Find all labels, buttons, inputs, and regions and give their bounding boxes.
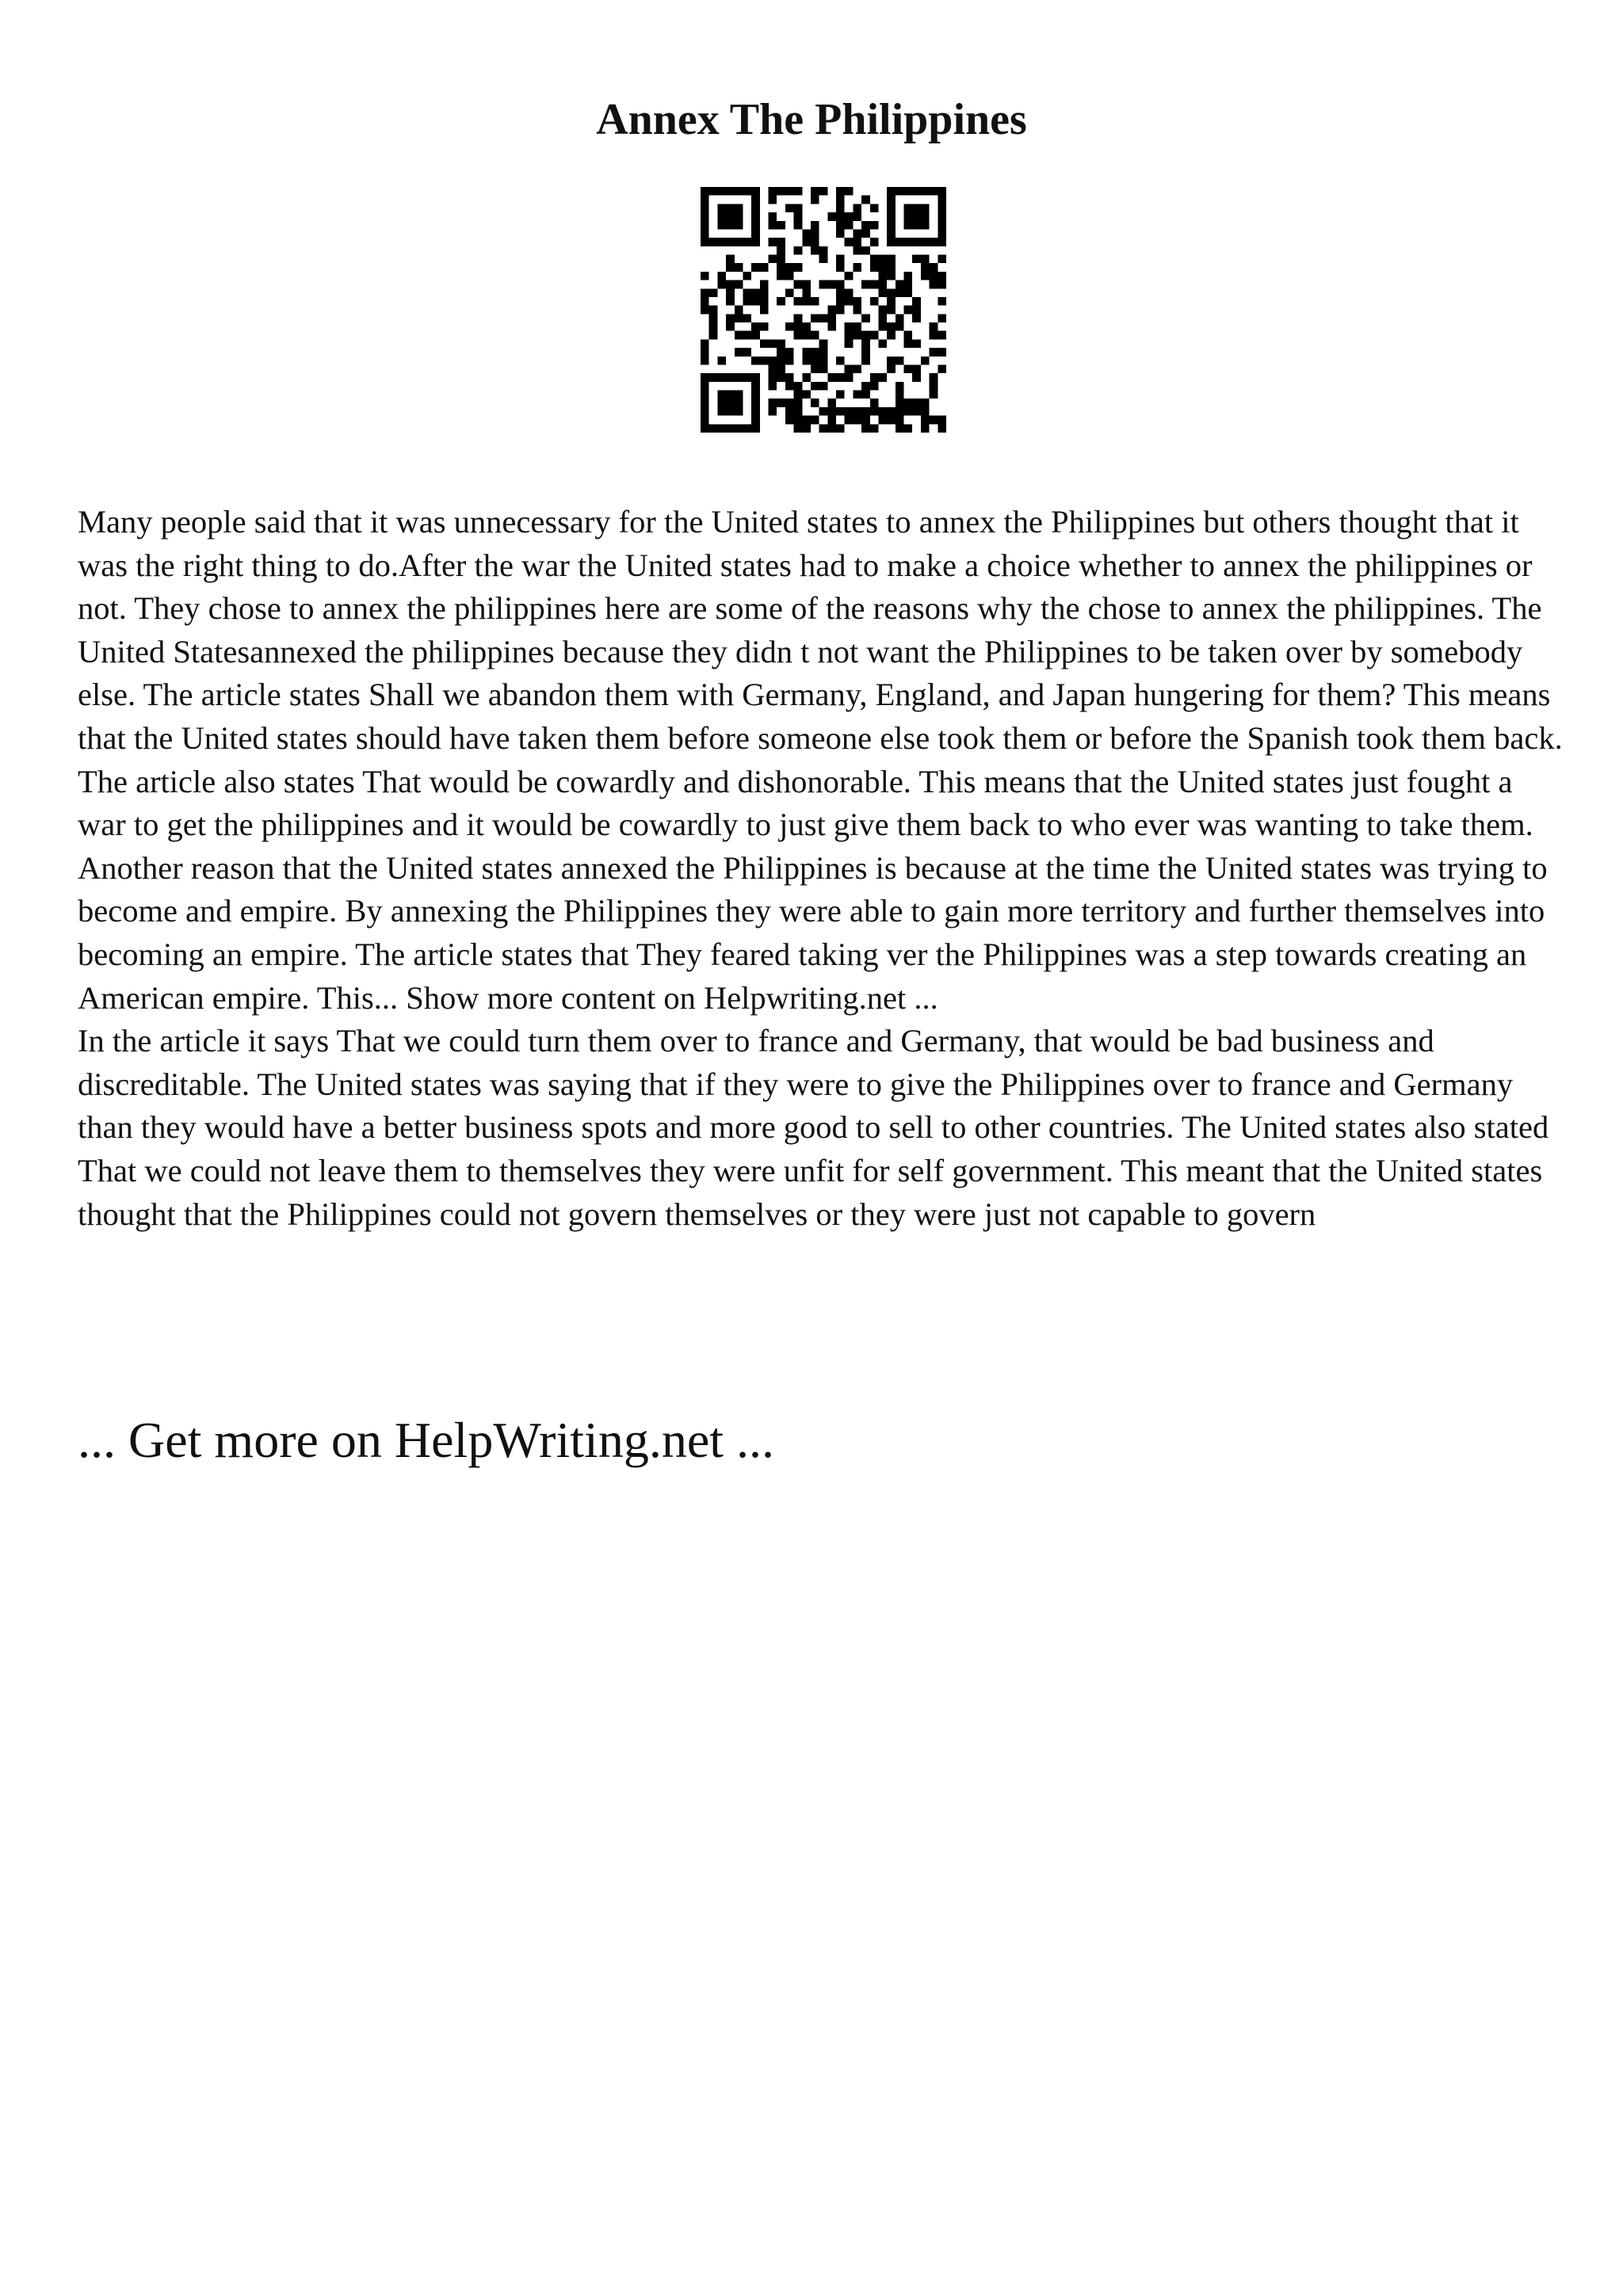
qr-code-icon[interactable] (701, 187, 946, 433)
article-body (78, 501, 1568, 1236)
get-more-link[interactable]: ... Get more on HelpWriting.net ... (78, 1412, 774, 1468)
page-title: Annex The Philippines (596, 95, 1027, 144)
paragraph-2: In the article it says That we could turn them over to france and Germany, that would be bad business and discreditable. The United states was saying that if they were to give the Philippines over to france and Germany than they would have a better business spots and more good to sell to other countries. The United states also stated That we could not leave them to themselves they were unfit for self government. This meant that the United states thought that the Philippines could not govern themselves or they were just not capable to govern (78, 1023, 1549, 1232)
paragraph-1: Many people said that it was unnecessary for the United states to annex the Philippines but others thought that it was the right thing to do.After the war the United states had to make a choice whether to annex the philippines or not. They chose to annex the philippines here are some of the reasons why the chose to annex the philippines. The United Statesannexed the philippines because they didn t not want the Philippines to be taken over by somebody else. The article states Shall we abandon them with Germany, England, and Japan hungering for them? This means that the United states should have taken them before someone else took them or before the Spanish took them back. The article also states That would be cowardly and dishonorable. This means that the United states just fought a war to get the philippines and it would be cowardly to just give them back to who ever was wanting to take them. Another reason that the United states annexed the Philippines is because at the time the United states was trying to become and empire. By annexing the Philippines they were able to gain more territory and further themselves into becoming an empire. The article states that They feared taking ver the Philippines was a step towards creating an American empire. This... Show more content on Helpwriting.net ... (78, 504, 1563, 1016)
